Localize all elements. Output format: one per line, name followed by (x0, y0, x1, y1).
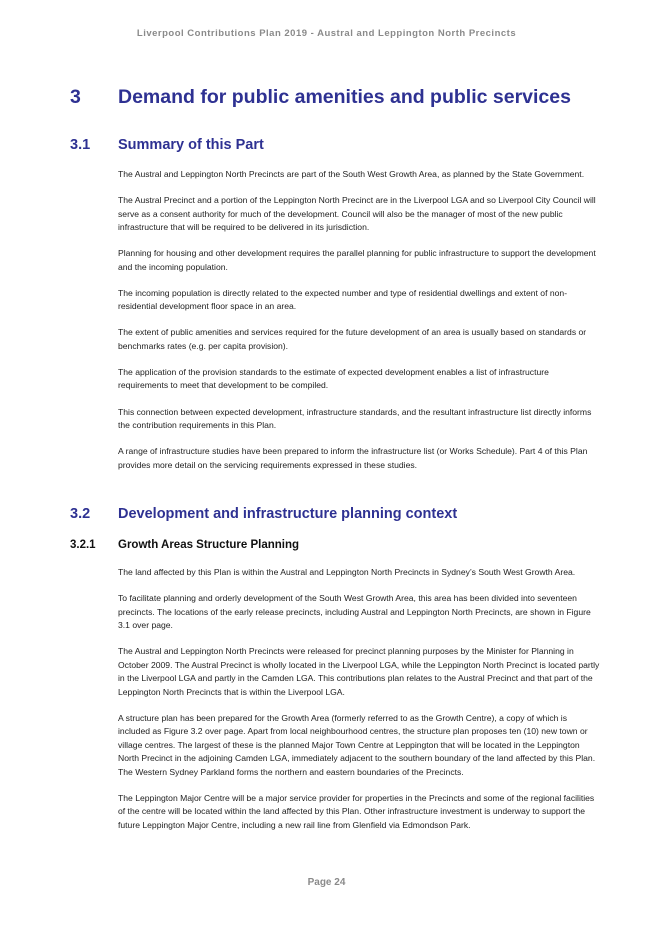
paragraph: The Austral and Leppington North Precincts were released for precinct planning purposes by the Minister for Planning in October 2009. The Austral Precinct is wholly located in the Liverpool LGA, while the Leppington North Precinct is located partly in the Liverpool LGA and partly in the Camden LGA. This contributions plan relates to the Austral Precinct and that part of the Leppington North Precincts that is within the Liverpool LGA. (118, 646, 600, 697)
section-3-2-1-heading (70, 539, 299, 551)
section-3-1-body (118, 168, 600, 485)
section-3-1-number: 3.1 (70, 137, 91, 153)
chapter-heading (70, 86, 571, 109)
section-3-2-title: Development and infrastructure planning context (118, 506, 458, 522)
section-3-1-heading (70, 137, 264, 153)
paragraph: Planning for housing and other development requires the parallel planning for public infrastructure to support the development and the incoming population. (118, 248, 596, 272)
paragraph: The extent of public amenities and services required for the future development of an area is usually based on standards or benchmarks rates (e.g. per capita provision). (118, 327, 587, 351)
section-3-2-number: 3.2 (70, 506, 91, 522)
paragraph: The Leppington Major Centre will be a major service provider for properties in the Precincts and some of the regional facilities of the centre will be located within the land affected by this Plan. Other infrastructure investment is underway to support the future Leppington Major Centre, including a new rail line from Glenfield via Edmondson Park. (118, 792, 595, 830)
section-3-1-title: Summary of this Part (118, 137, 264, 153)
section-3-2-1-number: 3.2.1 (70, 539, 96, 551)
paragraph: The incoming population is directly related to the expected number and type of residential dwellings and extent of non-residential development floor space in an area. (118, 287, 568, 312)
paragraph: This connection between expected development, infrastructure standards, and the resultant infrastructure list directly informs the contribution requirements in this Plan. (118, 406, 592, 431)
paragraph: The application of the provision standards to the estimate of expected development enables a list of infrastructure requirements to meet that development to be compiled. (118, 366, 549, 391)
chapter-title: Demand for public amenities and public services (118, 86, 571, 108)
paragraph: The Austral and Leppington North Precincts are part of the South West Growth Area, as planned by the State Government. (118, 169, 585, 179)
page-number: Page 24 (307, 877, 346, 888)
running-header: Liverpool Contributions Plan 2019 - Austral and Leppington North Precincts (136, 28, 517, 39)
paragraph: The land affected by this Plan is within the Austral and Leppington North Precincts in Sydney’s South West Growth Area. (118, 567, 576, 577)
paragraph: The Austral Precinct and a portion of the Leppington North Precinct are in the Liverpool LGA and so Liverpool City Council will serve as a consent authority for much of the development. Council will also be the manager of most of the new public infrastructure that will be required to be delivered in its jurisdiction. (118, 195, 596, 233)
paragraph: To facilitate planning and orderly development of the South West Growth Area, this area has been divided into seventeen precincts. The locations of the early release precincts, including Austral and Leppington North Precincts, are shown in Figure 3.1 over page. (118, 593, 591, 631)
chapter-number: 3 (70, 86, 81, 108)
section-3-2-heading (70, 506, 457, 522)
section-3-2-1-body (118, 566, 600, 845)
section-3-2-1-title: Growth Areas Structure Planning (118, 539, 300, 551)
paragraph: A range of infrastructure studies have been prepared to inform the infrastructure list (or Works Schedule). Part 4 of this Plan provides more detail on the servicing requirements expressed in these studies. (118, 446, 588, 470)
paragraph: A structure plan has been prepared for the Growth Area (formerly referred to as the Growth Centre), a copy of which is included as Figure 3.2 over page. Apart from local neighbourhood centres, the structure plan proposes ten (10) new town or village centres. The largest of these is the planned Major Town Centre at Leppington that will be located in the Leppington North Precinct in the adjoining Camden LGA, immediately adjacent to the southern boundary of the land affected by this Plan. The Western Sydney Parkland forms the northern and eastern boundaries of the Precincts. (118, 712, 596, 777)
